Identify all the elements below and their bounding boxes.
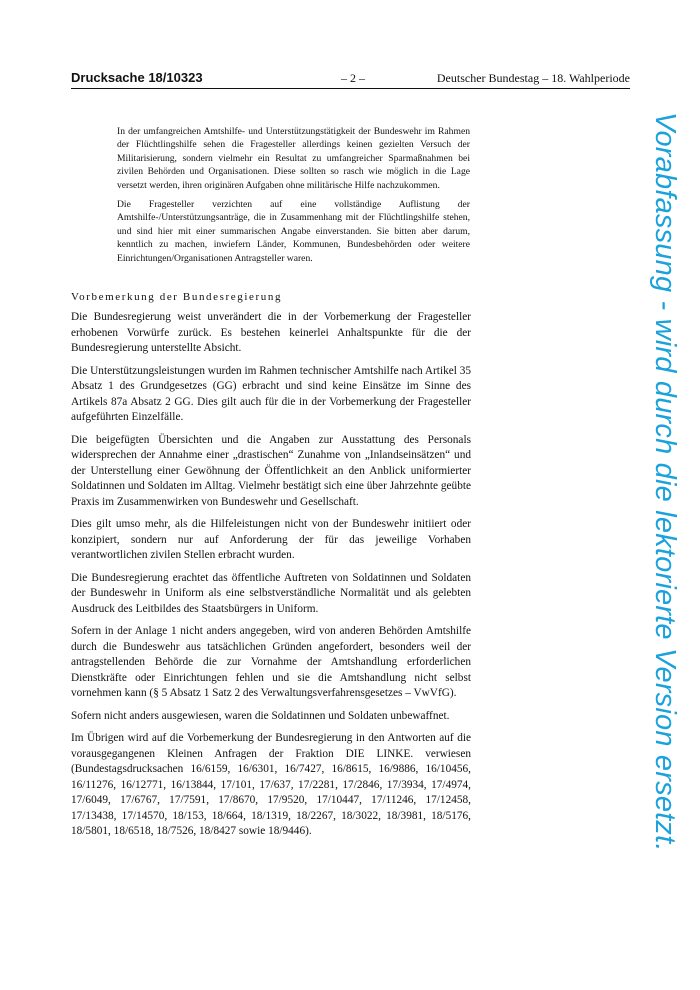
draft-watermark: Vorabfassung - wird durch die lektorierte Version ersetzt. bbox=[649, 112, 681, 852]
page-header bbox=[71, 70, 630, 88]
answer-paragraph: Sofern nicht anders ausgewiesen, waren die Soldatinnen und Soldaten unbewaffnet. bbox=[71, 709, 450, 722]
answer-paragraph: Dies gilt umso mehr, als die Hilfeleistungen nicht von der Bundeswehr initiiert oder konzipiert, sondern nur auf Anforderung der für das jeweilige Vorhaben verantwortlichen zivilen Stellen erbracht wurden. bbox=[71, 518, 471, 561]
question-paragraph: In der umfangreichen Amtshilfe- und Unterstützungstätigkeit der Bundeswehr im Rahmen der Flüchtlingshilfe sehen die Fragesteller allerdings keinen gezielten Versuch der Militarisierung, sondern vielmehr ein Resultat zu umfangreicher Sparmaßnahmen bei zivilen Behörden und Organisationen. Diese sollten so rasch wie möglich in die Lage versetzt werden, ihren originären Aufgaben ohne militärische Hilfe nachzukommen. bbox=[117, 126, 470, 191]
document-number-value: 10323 bbox=[166, 70, 203, 85]
answer-text bbox=[71, 310, 471, 847]
answer-paragraph: Die Unterstützungsleistungen wurden im Rahmen technischer Amtshilfe nach Artikel 35 Absatz 1 des Grundgesetzes (GG) erbracht und sind keine Einsätze im Sinne des Artikels 87a Absatz 2 GG. Dies gilt auch für die in der Vorbemerkung der Fragesteller aufgeführten Einzelfälle. bbox=[71, 364, 472, 423]
parliament-label: Deutscher Bundestag – 18. Wahlperiode bbox=[436, 71, 630, 85]
section-title: Vorbemerkung der Bundesregierung bbox=[71, 291, 283, 303]
answer-paragraph: Sofern in der Anlage 1 nicht anders angegeben, wird von anderen Behörden Amtshilfe durch die Bundeswehr aus tatsächlichen Gründen angefordert, besonders weil der antragstellenden Behörde die zur Vornahme der Amtshandlung erforderlichen Dienstkräfte oder Einrichtungen fehlen und sie die Amtshandlung nicht selbst vornehmen kann (§ 5 Absatz 1 Satz 2 des Verwaltungsverfahrensgesetzes – VwVfG). bbox=[71, 625, 471, 699]
document-prefix: Drucksache 18/ bbox=[71, 70, 167, 85]
answer-paragraph: Im Übrigen wird auf die Vorbemerkung der Bundesregierung in den Antworten auf die vorausgegangenen Kleinen Anfragen der Fraktion DIE LINKE. verwiesen (Bundestagsdrucksachen 16/6159, 16/6301, 16/7427, 16/8615, 16/9886, 16/10456, 16/11276, 16/12771, 16/13844, 17/101, 17/637, 17/2281, 17/2846, 17/3934, 17/4974, 17/6049, 17/6767, 17/7591, 17/8670, 17/9520, 17/10447, 17/11246, 17/12458, 17/13438, 17/14570, 18/153, 18/664, 18/1319, 18/2267, 18/3022, 18/3981, 18/5176, 18/5801, 18/6518, 18/7526, 18/8427 sowie 18/9446). bbox=[71, 732, 471, 837]
answer-paragraph: Die Bundesregierung erachtet das öffentliche Auftreten von Soldatinnen und Soldaten der Bundeswehr in Uniform als eine selbstverständliche Normalität und als gelebten Ausdruck des Leitbildes des Staatsbürgers in Uniform. bbox=[71, 571, 471, 615]
header-divider bbox=[71, 88, 630, 89]
page-number: – 2 – bbox=[341, 71, 365, 85]
question-paragraph: Die Fragesteller verzichten auf eine vollständige Auflistung der Amtshilfe-/Unterstützungsanträge, die in Zusammenhang mit der Flüchtlingshilfe stehen, und sind hier mit einer summarischen Angabe einverstanden. Sie bitten aber darum, kenntlich zu machen, inwiefern Länder, Kommunen, Bundesbehörden oder weitere Einrichtungen/Organisationen Antragsteller waren. bbox=[117, 199, 470, 264]
question-text bbox=[117, 125, 470, 271]
document-number bbox=[71, 70, 203, 85]
answer-paragraph: Die Bundesregierung weist unverändert die in der Vorbemerkung der Fragesteller erhobenen Vorwürfe zurück. Es bestehen keinerlei Anhaltspunkte für die der Bundesregierung unterstellte Absicht. bbox=[71, 311, 471, 354]
answer-paragraph: Die beigefügten Übersichten und die Angaben zur Ausstattung des Personals widersprechen der Annahme einer „drastischen“ Zunahme von „Inlandseinsätzen“ und der Unterstellung einer Gewöhnung der Öffentlichkeit an den Anblick uniformierter Soldatinnen und Soldaten im Alltag. Vielmehr bestätigt sich eine über Jahrzehnte geübte Praxis im Zusammenwirken von Bundeswehr und Gesellschaft. bbox=[71, 433, 471, 508]
